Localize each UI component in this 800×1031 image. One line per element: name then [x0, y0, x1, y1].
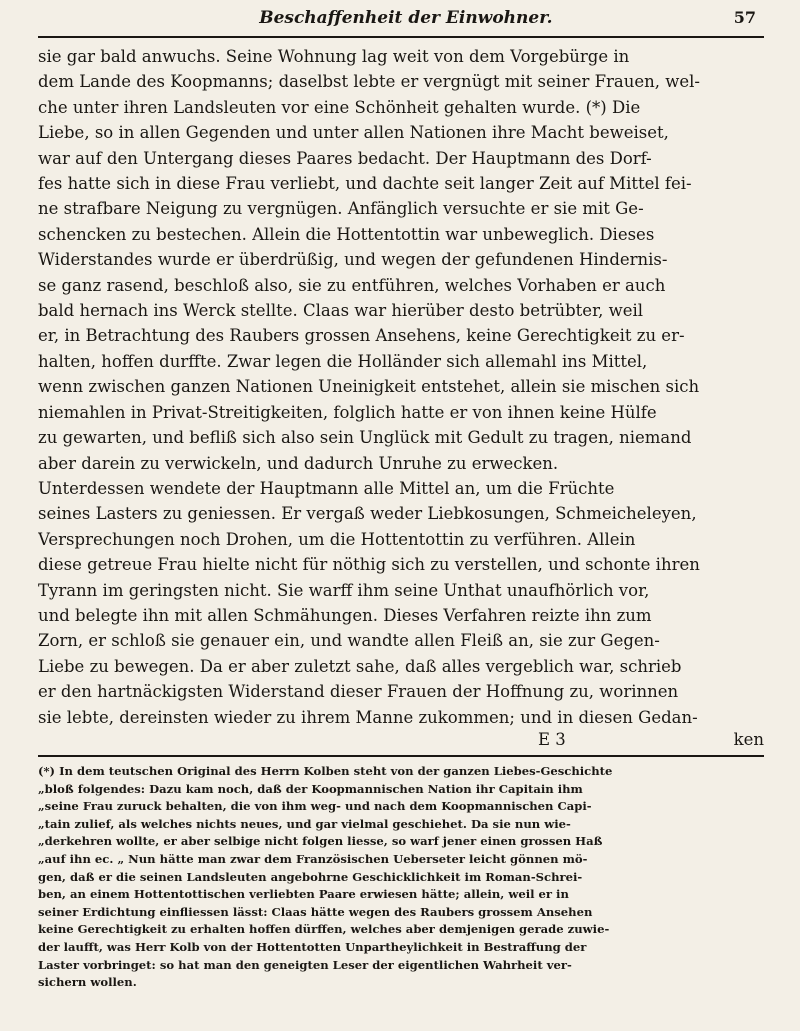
text-line: war auf den Untergang dieses Paares bedacht. Der Hauptmann des Dorf-: [38, 148, 652, 168]
text-line: Versprechungen noch Drohen, um die Hottentottin zu verführen. Allein: [38, 529, 636, 549]
text-line: Zorn, er schloß sie genauer ein, und wandte allen Fleiß an, sie zur Gegen-: [38, 631, 660, 651]
catchword: ken: [733, 729, 764, 749]
footnote-line: Laster vorbringet: so hat man den geneigten Leser der eigentlichen Wahrheit ver-: [38, 957, 572, 972]
footnote-line: „derkehren wollte, er aber selbige nicht folgen liesse, so warf jener einen grossen Haß: [38, 834, 603, 849]
footnote-line: gen, daß er die seinen Landsleuten angebohrne Geschicklichkeit im Roman-Schrei-: [38, 869, 583, 884]
text-line: seines Lasters zu geniessen. Er vergaß weder Liebkosungen, Schmeicheleyen,: [38, 504, 697, 524]
text-line: und belegte ihn mit allen Schmähungen. Dieses Verfahren reizte ihn zum: [38, 605, 652, 625]
main-text: [38, 44, 764, 730]
text-line: zu gewarten, und befliß sich also sein Unglück mit Gedult zu tragen, niemand: [38, 428, 692, 448]
text-line: schencken zu bestechen. Allein die Hottentottin war unbeweglich. Dieses: [38, 224, 655, 244]
text-line: se ganz rasend, beschloß also, sie zu entführen, welches Vorhaben er auch: [38, 275, 666, 295]
text-line: sie lebte, dereinsten wieder zu ihrem Manne zukommen; und in diesen Gedan-: [38, 707, 698, 727]
text-line: Unterdessen wendete der Hauptmann alle Mittel an, um die Früchte: [38, 478, 615, 498]
running-title: Beschaffenheit der Einwohner.: [259, 8, 553, 28]
text-line: aber darein zu verwickeln, und dadurch Unruhe zu erwecken.: [38, 453, 559, 473]
text-line: ne strafbare Neigung zu vergnügen. Anfänglich versuchte er sie mit Ge-: [38, 199, 644, 219]
footnote-line: „auf ihn ec. „ Nun hätte man zwar dem Französischen Ueberseter leicht gönnen mö-: [38, 851, 588, 866]
text-line: dem Lande des Koopmanns; daselbst lebte er vergnügt mit seiner Frauen, wel-: [38, 72, 701, 92]
footnote-line: „tain zulief, als welches nichts neues, und gar vielmal geschiehet. Da sie nun wie-: [38, 816, 571, 831]
text-line: wenn zwischen ganzen Nationen Uneinigkeit entstehet, allein sie mischen sich: [38, 377, 700, 397]
text-line: Widerstandes wurde er überdrüßig, und wegen der gefundenen Hindernis-: [38, 250, 668, 270]
footnote-line: „seine Frau zuruck behalten, die von ihm weg- und nach dem Koopmannischen Capi-: [38, 799, 592, 814]
footnote-line: seiner Erdichtung einfliessen lässt: Claas hätte wegen des Raubers grossem Ansehen: [38, 904, 593, 919]
signature-line: [38, 730, 764, 749]
text-line: diese getreue Frau hielte nicht für nöthig sich zu verstellen, und schonte ihren: [38, 555, 700, 575]
footnote-line: ben, an einem Hottentottischen verliebten Paare erwiesen hätte; allein, weil er in: [38, 887, 569, 902]
text-line: Liebe zu bewegen. Da er aber zuletzt sahe, daß alles vergeblich war, schrieb: [38, 656, 682, 676]
text-line: niemahlen in Privat-Streitigkeiten, folglich hatte er von ihnen keine Hülfe: [38, 402, 657, 422]
text-line: Liebe, so in allen Gegenden und unter allen Nationen ihre Macht beweiset,: [38, 123, 669, 143]
text-line: halten, hoffen durffte. Zwar legen die Holländer sich allemahl ins Mittel,: [38, 351, 648, 371]
footnote-rule: [38, 755, 764, 757]
text-line: er den hartnäckigsten Widerstand dieser Frauen der Hoffnung zu, worinnen: [38, 682, 679, 702]
footnote-line: sichern wollen.: [38, 975, 137, 990]
signature-mark: E 3: [538, 729, 566, 749]
text-line: Tyrann im geringsten nicht. Sie warff ihm seine Unthat unaufhörlich vor,: [38, 580, 650, 600]
text-line: sie gar bald anwuchs. Seine Wohnung lag weit von dem Vorgebürge in: [38, 47, 630, 66]
text-line: fes hatte sich in diese Frau verliebt, und dachte seit langer Zeit auf Mittel fei-: [38, 174, 692, 194]
page-header: [38, 8, 764, 38]
footnote: [38, 763, 764, 992]
text-line: er, in Betrachtung des Raubers grossen Ansehens, keine Gerechtigkeit zu er-: [38, 326, 685, 346]
footnote-line: (*) In dem teutschen Original des Herrn Kolben steht von der ganzen Liebes-Geschichte: [38, 763, 613, 778]
text-line: bald hernach ins Werck stellte. Claas war hierüber desto betrübter, weil: [38, 301, 644, 321]
page-number: 57: [733, 8, 756, 27]
footnote-line: keine Gerechtigkeit zu erhalten hoffen dürffen, welches aber demjenigen gerade zuwie-: [38, 922, 610, 937]
text-line: che unter ihren Landsleuten vor eine Schönheit gehalten wurde. (*) Die: [38, 97, 641, 117]
footnote-line: „bloß folgendes: Dazu kam noch, daß der Koopmannischen Nation ihr Capitain ihm: [38, 781, 583, 796]
footnote-line: der laufft, was Herr Kolb von der Hottentotten Unpartheylichkeit in Bestraffung der: [38, 939, 587, 954]
